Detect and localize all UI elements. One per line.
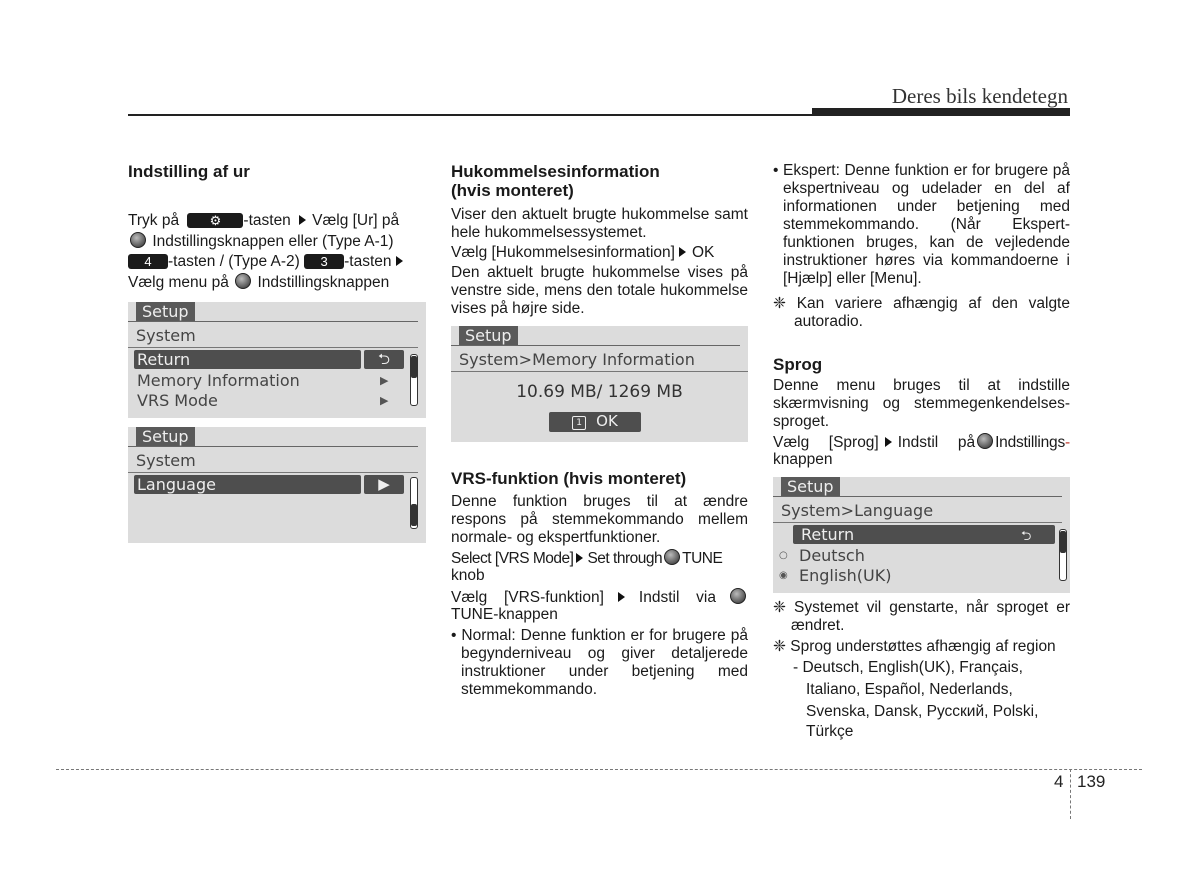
screen-tab: Setup: [136, 427, 195, 447]
screen-sub-line: [451, 371, 748, 372]
return-icon: ⮌: [364, 350, 404, 369]
text-tune: TUNE: [682, 550, 723, 567]
screen-sub-line: [773, 522, 1062, 523]
ok-label: OK: [596, 412, 618, 430]
knob-icon: [977, 433, 993, 449]
arrow-icon: [679, 247, 686, 257]
language-row-english[interactable]: English(UK): [799, 566, 892, 585]
text-ok: OK: [691, 244, 715, 261]
radio-unselected-icon: ○: [779, 550, 788, 561]
vrs-normal: • Normal: Denne funktion er for brugere på begynderniveau og giver detaljerede instruktioner under betjening med stemmekommando.: [451, 627, 748, 698]
text-select-vrs-da: Vælg [VRS-funktion]: [451, 589, 604, 606]
screen-tab: Setup: [781, 477, 840, 497]
text-select-memory: Vælg [Hukommelsesinformation]: [451, 244, 675, 261]
screen-subtitle: System>Language: [781, 501, 934, 520]
language-list-4: Türkçe: [806, 723, 854, 740]
vrs-select-da: [451, 588, 748, 607]
language-list-2: Italiano, Español, Nederlands,: [806, 681, 1013, 698]
vrs-select-en: [451, 549, 748, 568]
arrow-icon: [576, 553, 583, 563]
text-set-through: Set through: [587, 550, 663, 567]
chevron-right-icon: ▶: [380, 374, 389, 387]
memory-value: 10.69 MB/ 1269 MB: [516, 382, 683, 402]
language-list-3: Svenska, Dansk, Русский, Polski,: [806, 703, 1039, 720]
text-press: Tryk på: [128, 212, 180, 229]
screen-language: [773, 477, 1070, 593]
screen-tab: Setup: [459, 326, 518, 346]
footer-rule: [56, 769, 1142, 770]
memory-desc: Viser den aktuelt brugte hukommelse samt hele hukommelsessystemet.: [451, 206, 748, 241]
chevron-right-icon: ▶: [364, 475, 404, 494]
language-desc: Denne menu bruges til at indstille skærmvisning og stemmegenkendelses-sproget.: [773, 377, 1070, 430]
text-knob-end: knappen: [773, 451, 833, 468]
screen-tab-line: [451, 345, 740, 346]
scrollbar: [410, 477, 418, 529]
knob-icon: [130, 232, 146, 248]
return-icon: ⮌: [1021, 529, 1032, 544]
ok-button[interactable]: [549, 412, 641, 432]
knob-icon: [235, 273, 251, 289]
scrollbar: [1059, 529, 1067, 581]
text-setup-knob-3: Indstillings-: [995, 434, 1070, 451]
screen-subtitle: System: [136, 451, 196, 470]
ok-number-badge: 1: [572, 416, 586, 430]
heading-line-2: (hvis monteret): [451, 181, 574, 200]
screen-tab-line: [128, 321, 418, 322]
text-setup-knob-2: Indstillingsknappen: [257, 274, 390, 291]
arrow-icon: [618, 592, 625, 602]
memory-result: Den aktuelt brugte hukommelse vises på venstre side, mens den totale hukommelse vises på højre side.: [451, 264, 748, 317]
menu-row-language[interactable]: Language: [134, 475, 361, 494]
text-select-menu: Vælg menu på: [128, 274, 229, 291]
header-bar: [812, 108, 1070, 116]
screen-sub-line: [128, 347, 418, 348]
text-key-suffix-2: -tasten: [344, 253, 392, 270]
tune-knob-icon: [664, 549, 680, 565]
language-row-deutsch[interactable]: Deutsch: [799, 546, 865, 565]
arrow-icon: [885, 437, 892, 447]
chapter-number: 4: [1054, 772, 1064, 791]
note-region: ❈ Sprog understøttes afhængig af region: [773, 638, 1056, 655]
setup-key-gear-icon: ⚙: [187, 213, 243, 228]
text-key-suffix: -tasten: [243, 212, 291, 229]
tune-knob-icon: [730, 588, 746, 604]
screen-system-menu: [128, 302, 426, 418]
vrs-tune-knob: TUNE-knappen: [451, 606, 558, 623]
section-heading-clock: Indstilling af ur: [128, 162, 250, 181]
screen-sub-line: [128, 472, 418, 473]
menu-row-memory[interactable]: Memory Information: [137, 371, 300, 390]
heading-line-1: Hukommelsesinformation: [451, 162, 660, 181]
arrow-icon: [299, 215, 306, 225]
chevron-right-icon: ▶: [380, 394, 389, 407]
text-select-clock: Vælg [Ur] på: [312, 212, 400, 229]
key-3: 3: [304, 254, 344, 269]
note-radio: ❈ Kan variere afhængig af den valgte autoradio.: [773, 295, 1070, 330]
vrs-expert: • Ekspert: Denne funktion er for brugere på ekspertniveau og udelader en del af informationen under betjening med stemmekommando. (Når Ekspert-funktionen bruges, kan de vejledende instruktioner høres via kommandoerne i [Hjælp] eller [Menu].: [773, 162, 1070, 287]
key-4: 4: [128, 254, 168, 269]
screen-subtitle: System: [136, 326, 196, 345]
text-select-language: Vælg [Sprog]: [773, 434, 879, 451]
arrow-icon: [396, 256, 403, 266]
page-header-title: Deres bils kendetegn: [891, 84, 1068, 108]
text-setup-knob: Indstillingsknappen eller (Type A-1): [152, 233, 394, 250]
screen-tab-line: [773, 496, 1062, 497]
section-heading-language: Sprog: [773, 355, 823, 374]
scroll-thumb: [1060, 531, 1066, 553]
language-select: [773, 433, 1070, 452]
section-heading-vrs: VRS-funktion (hvis monteret): [451, 469, 687, 488]
menu-row-return[interactable]: Return: [134, 350, 361, 369]
screen-memory-info: [451, 326, 748, 442]
radio-selected-icon: ◉: [779, 570, 788, 581]
text-type-a2: -tasten / (Type A-2): [168, 253, 300, 270]
text-set-on: Indstil på: [897, 434, 976, 451]
clock-instructions: [128, 212, 426, 292]
memory-select: [451, 244, 748, 262]
text-set-via: Indstil via: [638, 589, 716, 606]
language-list-1: - Deutsch, English(UK), Français,: [793, 659, 1023, 676]
section-heading-memory: [451, 162, 660, 200]
screen-system-language: [128, 427, 426, 543]
scrollbar: [410, 354, 418, 406]
screen-tab: Setup: [136, 302, 195, 322]
page-number: 139: [1077, 772, 1106, 791]
scroll-thumb: [411, 504, 417, 526]
vrs-knob-word: knob: [451, 567, 485, 584]
note-restart: ❈ Systemet vil genstarte, når sproget er ændret.: [773, 599, 1070, 634]
footer-divider: [1070, 769, 1071, 819]
language-row-return[interactable]: Return: [793, 525, 1055, 544]
menu-row-vrs[interactable]: VRS Mode: [137, 391, 218, 410]
scroll-thumb: [411, 356, 417, 378]
vrs-desc: Denne funktion bruges til at ændre respons på stemmekommando mellem normale- og ekspertfunktioner.: [451, 493, 748, 546]
screen-subtitle: System>Memory Information: [459, 350, 695, 369]
text-select-vrs-en: Select [VRS Mode]: [451, 550, 574, 567]
screen-tab-line: [128, 446, 418, 447]
